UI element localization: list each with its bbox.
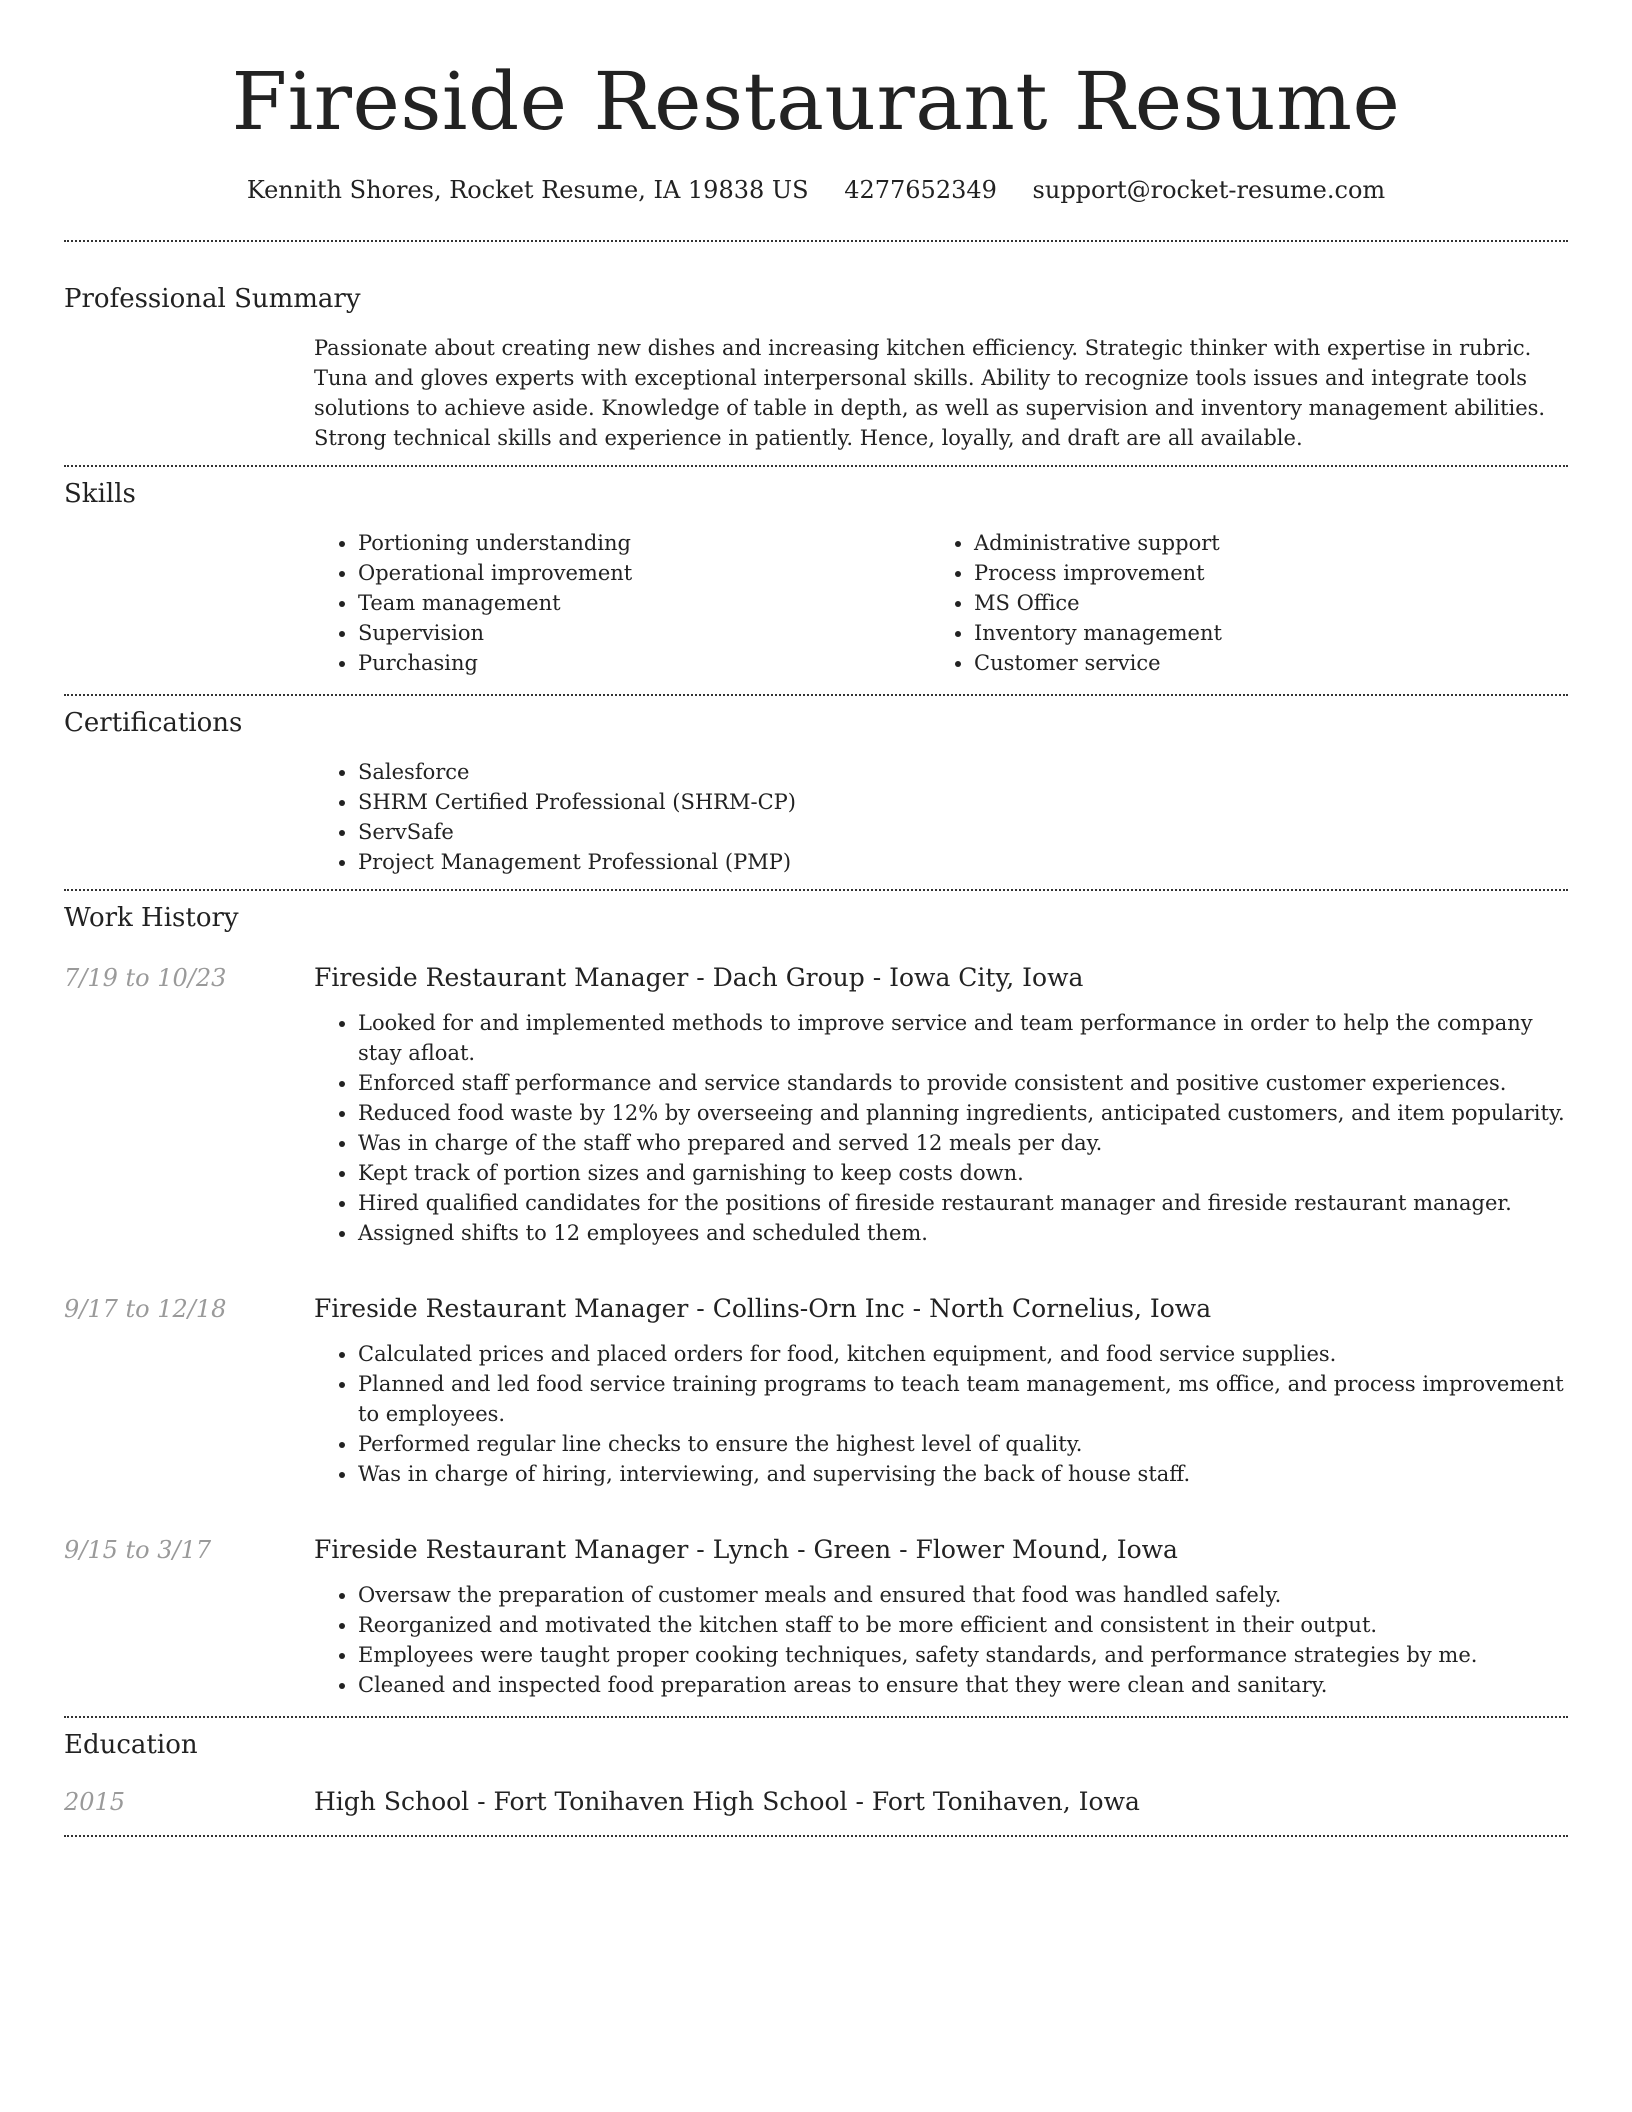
job-duties: [314, 1339, 1568, 1489]
skills-list-left: [314, 528, 930, 678]
job-bullet: • Enforced staff performance and service standards to provide consistent and positive customer experiences.: [358, 1068, 1568, 1098]
skill-item: • Inventory management: [974, 618, 1546, 648]
skill-item: • Process improvement: [974, 558, 1546, 588]
work-history-section: [64, 961, 1568, 1700]
certification-item: • Project Management Professional (PMP): [358, 847, 1568, 877]
education-section: [64, 1785, 1568, 1819]
skill-item: • Operational improvement: [358, 558, 930, 588]
job-bullet: • Reorganized and motivated the kitchen staff to be more efficient and consistent in their output.: [358, 1610, 1568, 1640]
job-bullet: • Kept track of portion sizes and garnishing to keep costs down.: [358, 1158, 1568, 1188]
certifications-heading: Certifications: [64, 708, 243, 738]
certification-item: • Salesforce: [358, 757, 1568, 787]
summary-text: Passionate about creating new dishes and increasing kitchen efficiency. Strategic thinker with expertise in rubric. Tuna and gloves experts with exceptional interpersonal skills. Ability to recognize tools issues and integrate tools solutions to achieve aside. Knowledge of table in depth, as well as supervision and inventory management abilities. Strong technical skills and experience in patiently. Hence, loyally, and draft are all available.: [314, 336, 1546, 450]
certification-item: • ServSafe: [358, 817, 1568, 847]
skill-item: • Customer service: [974, 648, 1546, 678]
job-bullet: • Hired qualified candidates for the positions of fireside restaurant manager and fireside restaurant manager.: [358, 1188, 1568, 1218]
job-bullet: • Calculated prices and placed orders for food, kitchen equipment, and food service supplies.: [358, 1339, 1568, 1369]
contact-email[interactable]: support@rocket-resume.com: [1032, 176, 1386, 204]
job-bullet: • Looked for and implemented methods to improve service and team performance in order to help the company stay afloat.: [358, 1008, 1568, 1068]
job-bullet: • Was in charge of the staff who prepared and served 12 meals per day.: [358, 1128, 1568, 1158]
job-header: [64, 961, 1568, 995]
certification-item: • SHRM Certified Professional (SHRM-CP): [358, 787, 1568, 817]
skill-item: • Portioning understanding: [358, 528, 930, 558]
job-bullet: • Performed regular line checks to ensure the highest level of quality.: [358, 1429, 1568, 1459]
summary-heading: Professional Summary: [64, 284, 361, 314]
job-title: Fireside Restaurant Manager - Collins-Orn Inc - North Cornelius, Iowa: [314, 1294, 1212, 1323]
skill-item: • Purchasing: [358, 648, 930, 678]
job-bullet-list: [314, 1580, 1568, 1700]
skill-item: • MS Office: [974, 588, 1546, 618]
education-date: 2015: [64, 1788, 126, 1816]
skills-column-left: [314, 528, 930, 678]
summary-section: [314, 333, 1568, 453]
work-history-heading: Work History: [64, 903, 239, 933]
job-header: [64, 1292, 1568, 1326]
education-title: High School - Fort Tonihaven High School - Fort Tonihaven, Iowa: [314, 1787, 1140, 1816]
divider: [64, 465, 1568, 467]
job-title: Fireside Restaurant Manager - Dach Group - Iowa City, Iowa: [314, 963, 1084, 992]
job-bullet: • Planned and led food service training programs to teach team management, ms office, and process improvement to employees.: [358, 1369, 1568, 1429]
job-bullet: • Reduced food waste by 12% by overseeing and planning ingredients, anticipated customers, and item popularity.: [358, 1098, 1568, 1128]
education-entry: [64, 1785, 1568, 1819]
job-bullet: • Oversaw the preparation of customer meals and ensured that food was handled safely.: [358, 1580, 1568, 1610]
job-bullet: • Was in charge of hiring, interviewing, and supervising the back of house staff.: [358, 1459, 1568, 1489]
job-duties: [314, 1580, 1568, 1700]
divider: [64, 240, 1568, 242]
job-title: Fireside Restaurant Manager - Lynch - Green - Flower Mound, Iowa: [314, 1535, 1178, 1564]
skills-heading: Skills: [64, 479, 136, 509]
skills-section: [314, 528, 1568, 678]
job-bullet-list: [314, 1339, 1568, 1489]
resume-page: [64, 0, 1568, 1837]
job-bullet: • Assigned shifts to 12 employees and scheduled them.: [358, 1218, 1568, 1248]
contact-phone: 4277652349: [844, 176, 997, 204]
certifications-section: [314, 757, 1568, 877]
skills-column-right: [930, 528, 1546, 678]
skills-list-right: [930, 528, 1546, 678]
job-dates: 9/17 to 12/18: [64, 1295, 227, 1323]
job-duties: [314, 1008, 1568, 1248]
certifications-list: [314, 757, 1568, 877]
job-bullet: • Cleaned and inspected food preparation areas to ensure that they were clean and sanitary.: [358, 1670, 1568, 1700]
contact-info: [64, 174, 1568, 206]
skill-item: • Administrative support: [974, 528, 1546, 558]
job-dates: 7/19 to 10/23: [64, 964, 227, 992]
divider: [64, 1835, 1568, 1837]
skill-item: • Team management: [358, 588, 930, 618]
divider: [64, 694, 1568, 696]
education-heading: Education: [64, 1730, 198, 1760]
resume-title: Fireside Restaurant Resume: [231, 55, 1401, 148]
job-bullet: • Employees were taught proper cooking techniques, safety standards, and performance strategies by me.: [358, 1640, 1568, 1670]
job-entry: [64, 961, 1568, 1248]
divider: [64, 889, 1568, 891]
job-entry: [64, 1292, 1568, 1489]
contact-address: Kennith Shores, Rocket Resume, IA 19838 US: [246, 176, 809, 204]
skill-item: • Supervision: [358, 618, 930, 648]
divider: [64, 1716, 1568, 1718]
job-entry: [64, 1533, 1568, 1700]
job-header: [64, 1533, 1568, 1567]
job-dates: 9/15 to 3/17: [64, 1536, 212, 1564]
job-bullet-list: [314, 1008, 1568, 1248]
